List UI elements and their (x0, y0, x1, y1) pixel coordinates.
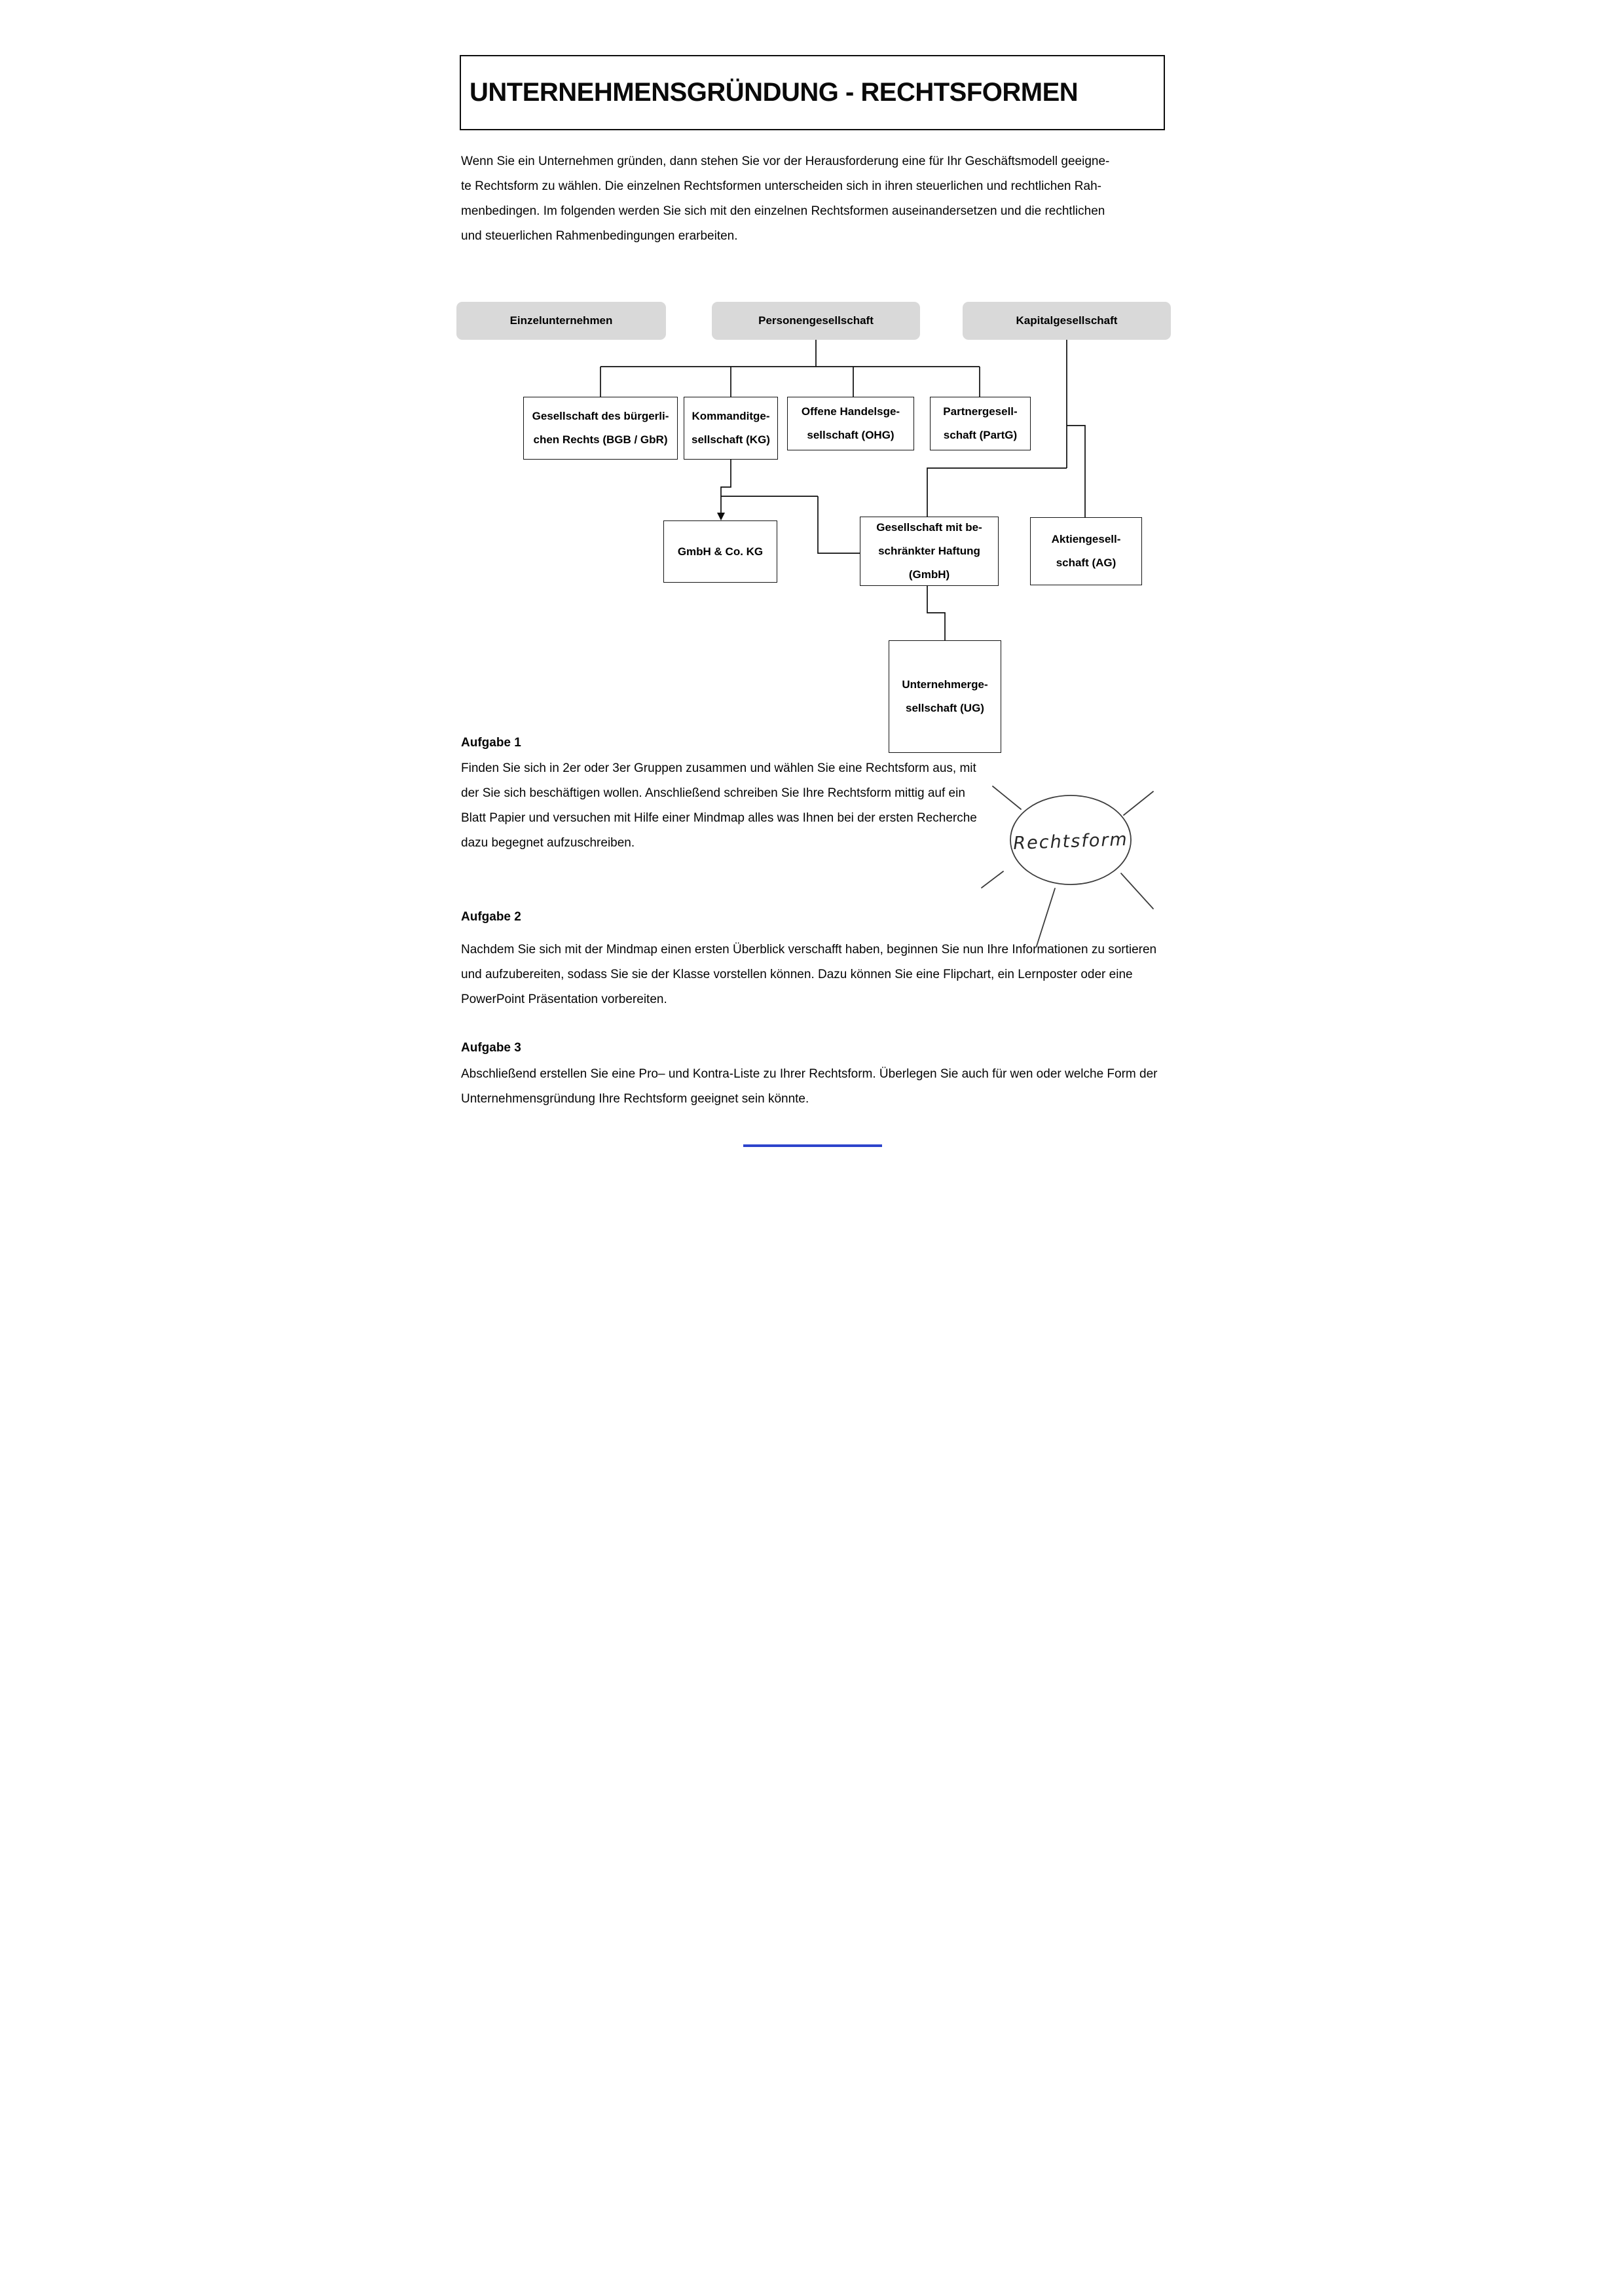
task-2-heading: Aufgabe 2 (461, 910, 521, 924)
task-line: und aufzubereiten, sodass Sie sie der Klasse vorstellen können. Dazu können Sie eine Flipchart, ein Lernposter oder eine (461, 968, 1133, 981)
node-label: chen Rechts (BGB / GbR) (533, 433, 668, 446)
node-label: schaft (PartG) (943, 429, 1018, 441)
node-label: sellschaft (KG) (692, 433, 770, 446)
task-line: dazu begegnet aufzuschreiben. (461, 836, 635, 850)
node-label: schränkter Haftung (878, 545, 980, 557)
mindmap-ray (993, 786, 1021, 809)
task-line: PowerPoint Präsentation vorbereiten. (461, 993, 667, 1006)
task-line: Blatt Papier und versuchen mit Hilfe einer Mindmap alles was Ihnen bei der ersten Recherche (461, 811, 977, 825)
mindmap-ray (1121, 873, 1153, 909)
node-label: Aktiengesell- (1051, 533, 1121, 545)
task-line: der Sie sich beschäftigen wollen. Anschließend schreiben Sie Ihre Rechtsform mittig auf ein (461, 786, 965, 800)
node-personengesellschaft (712, 302, 920, 340)
mindmap-ray (1124, 792, 1153, 815)
node-einzelunternehmen (456, 302, 666, 340)
node-label: Kapitalgesellschaft (1016, 314, 1118, 327)
task-1-heading: Aufgabe 1 (461, 736, 521, 750)
node-label: GmbH & Co. KG (677, 545, 764, 558)
intro-line: te Rechtsform zu wählen. Die einzelnen Rechtsformen unterscheiden sich in ihren steuerlichen und rechtlichen Rah- (461, 179, 1101, 193)
node-label: schaft (AG) (1056, 556, 1116, 569)
task-line: Unternehmensgründung Ihre Rechtsform geeignet sein könnte. (461, 1092, 809, 1106)
node-label: (GmbH) (908, 568, 950, 581)
task-line: Finden Sie sich in 2er oder 3er Gruppen zusammen und wählen Sie eine Rechtsform aus, mit (461, 761, 976, 775)
node-gbr (523, 397, 678, 460)
intro-line: Wenn Sie ein Unternehmen gründen, dann stehen Sie vor der Herausforderung eine für Ihr Geschäftsmodell geeigne- (461, 155, 1110, 168)
node-label: sellschaft (OHG) (807, 429, 895, 441)
node-gmbh (860, 517, 999, 586)
mindmap-label: Rechtsform (1012, 829, 1129, 854)
mindmap-ray (982, 871, 1003, 888)
node-label: Kommanditge- (692, 410, 770, 422)
intro-line: und steuerlichen Rahmenbedingungen erarbeiten. (461, 229, 738, 243)
node-label: Partnergesell- (943, 405, 1018, 418)
task-3-heading: Aufgabe 3 (461, 1041, 521, 1055)
task-line: Nachdem Sie sich mit der Mindmap einen ersten Überblick verschafft haben, beginnen Sie nun Ihre Informationen zu sortieren (461, 943, 1157, 957)
arrow-down-icon (717, 513, 725, 520)
node-partg (930, 397, 1031, 450)
intro-line: menbedingen. Im folgenden werden Sie sich mit den einzelnen Rechtsformen auseinandersetzen und die rechtlichen (461, 204, 1105, 218)
node-kapitalgesellschaft (963, 302, 1171, 340)
mindmap-ray (1037, 888, 1055, 946)
worksheet-page (406, 0, 1218, 1148)
node-label: Gesellschaft des bürgerli- (532, 410, 669, 422)
node-label: sellschaft (UG) (906, 702, 984, 714)
node-label: Einzelunternehmen (509, 314, 613, 327)
node-gmbh-co-kg (663, 520, 777, 583)
mindmap-sketch (982, 786, 1153, 946)
node-label: Personengesellschaft (758, 314, 874, 327)
node-ohg (787, 397, 914, 450)
page-title: UNTERNEHMENSGRÜNDUNG - RECHTSFORMEN (470, 78, 1079, 107)
node-label: Offene Handelsge- (801, 405, 900, 418)
node-label: Gesellschaft mit be- (876, 521, 982, 534)
node-ag (1030, 517, 1142, 585)
node-kg (684, 397, 778, 460)
node-ug (889, 640, 1001, 753)
task-line: Abschließend erstellen Sie eine Pro– und Kontra-Liste zu Ihrer Rechtsform. Überlegen Sie auch für wen oder welche Form der (461, 1067, 1158, 1081)
node-label: Unternehmerge- (902, 678, 988, 691)
